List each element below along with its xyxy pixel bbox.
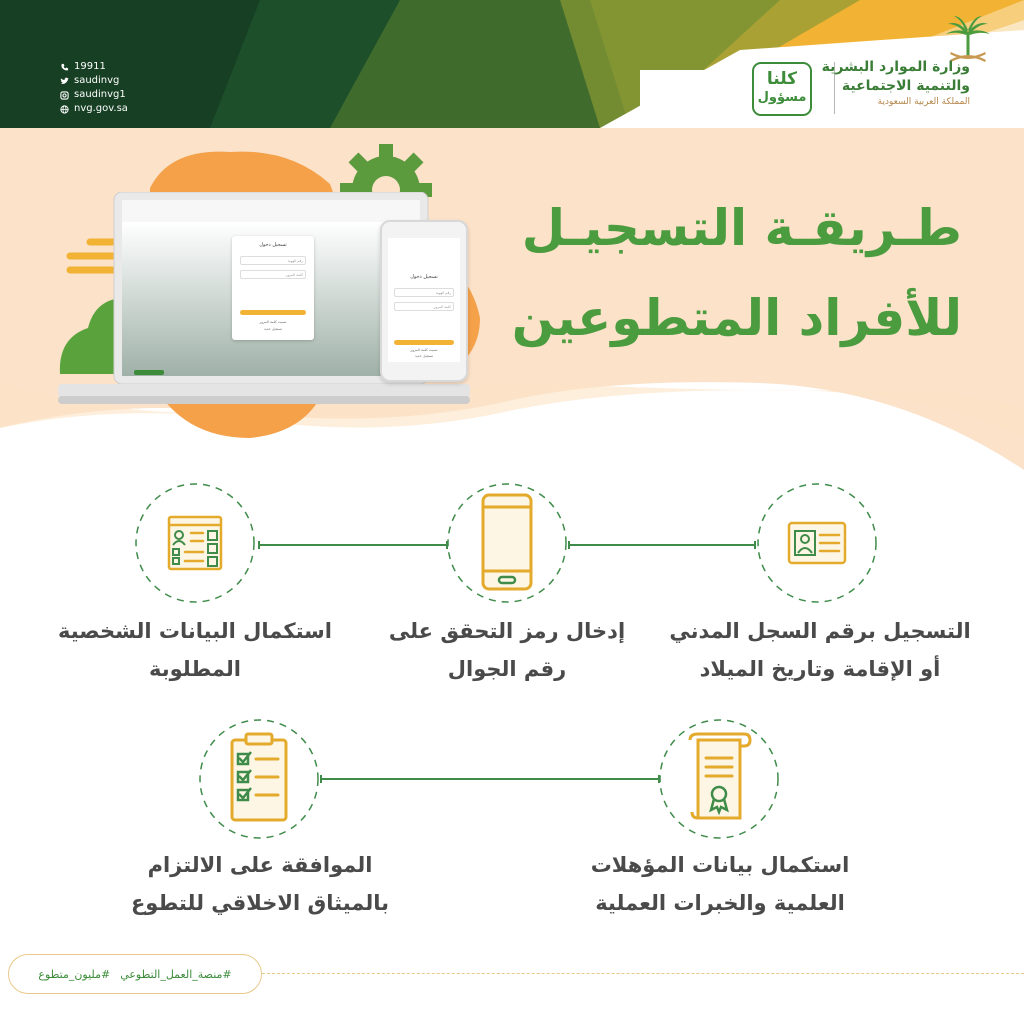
ministry-line1: وزارة الموارد البشرية xyxy=(821,59,970,75)
laptop-id-field[interactable]: رقم الهوية xyxy=(240,256,306,265)
contact-row-website[interactable] xyxy=(60,102,128,116)
laptop-forgot-link[interactable]: نسيت كلمة المرور xyxy=(259,320,287,324)
hashtag-platform[interactable]: #منصة_العمل_التطوعي xyxy=(120,967,232,981)
hero-title-line2: للأفراد المتطوعين xyxy=(511,289,962,347)
ministry-name xyxy=(822,58,970,109)
contact-phone-text: 19911 xyxy=(74,61,106,72)
step-5-circle xyxy=(198,718,320,840)
step-4-line1: استكمال بيانات المؤهلات xyxy=(590,853,850,877)
badge-line2: مسؤول xyxy=(757,90,807,105)
phone-login-title: تسجيل دخول xyxy=(410,274,438,280)
contact-instagram-text: saudinvg1 xyxy=(74,89,126,100)
step-5-text xyxy=(100,846,420,922)
connector-line xyxy=(320,778,660,780)
step-3-line2: المطلوبة xyxy=(149,657,241,681)
step-4-text xyxy=(560,846,880,922)
laptop-login-title: تسجيل دخول xyxy=(259,242,287,248)
laptop-register-link[interactable]: تسجيل جديد xyxy=(264,327,282,331)
connector-line xyxy=(258,544,448,546)
laptop-login-button[interactable] xyxy=(240,310,306,315)
ministry-line2: والتنمية الاجتماعية xyxy=(841,78,970,94)
badge-line1: كلنا xyxy=(766,69,798,89)
contact-row-phone[interactable] xyxy=(60,60,128,74)
phone-forgot-link[interactable]: نسيت كلمة المرور xyxy=(410,348,438,352)
step-4-line2: العلمية والخبرات العملية xyxy=(595,891,845,915)
phone-register-link[interactable]: تسجيل جديد xyxy=(415,354,433,358)
twitter-icon xyxy=(60,77,69,86)
step-2-line1: إدخال رمز التحقق على xyxy=(388,619,626,643)
hero-title-line1: طـريقـة التسجيـل xyxy=(521,199,962,257)
laptop-password-field[interactable]: كلمة المرور xyxy=(240,270,306,279)
ministry-country: المملكة العربية السعودية xyxy=(877,97,970,107)
contact-row-twitter[interactable] xyxy=(60,74,128,88)
contact-twitter-text: saudinvg xyxy=(74,75,120,86)
instagram-icon xyxy=(60,91,69,100)
kollona-masool-badge xyxy=(752,62,812,116)
hashtag-million-volunteers[interactable]: #مليون_متطوع xyxy=(38,967,111,981)
header-banner xyxy=(0,0,1024,128)
phone-login-button[interactable] xyxy=(394,340,454,345)
step-3-text xyxy=(30,612,360,688)
step-4-circle xyxy=(658,718,780,840)
step-2-text xyxy=(362,612,652,688)
globe-icon xyxy=(60,105,69,114)
phone-mockup xyxy=(380,220,468,382)
step-5-line1: الموافقة على الالتزام xyxy=(147,853,373,877)
hero-section xyxy=(0,128,1024,470)
hashtags-pill xyxy=(8,954,262,994)
step-2-line2: رقم الجوال xyxy=(447,657,567,681)
step-3-circle xyxy=(134,482,256,604)
phone-id-field[interactable]: رقم الهوية xyxy=(394,288,454,297)
contact-website-text: nvg.gov.sa xyxy=(74,103,128,114)
laptop-login-card xyxy=(232,236,314,340)
step-1-text xyxy=(640,612,1000,688)
phone-screen xyxy=(388,238,460,362)
footer-dashed-line xyxy=(262,973,1024,974)
id-card-icon xyxy=(787,513,847,573)
phone-icon xyxy=(60,63,69,72)
step-1-line1: التسجيل برقم السجل المدني xyxy=(669,619,971,643)
connector-line xyxy=(568,544,756,546)
personal-data-form-icon xyxy=(165,513,225,573)
step-2-circle xyxy=(446,482,568,604)
step-1-circle xyxy=(756,482,878,604)
step-3-line1: استكمال البيانات الشخصية xyxy=(57,619,332,643)
mobile-phone-icon xyxy=(477,493,537,593)
contact-row-instagram[interactable] xyxy=(60,88,128,102)
step-5-line2: بالميثاق الاخلاقي للتطوع xyxy=(130,891,390,915)
certificate-scroll-icon xyxy=(684,732,754,826)
step-1-line2: أو الإقامة وتاريخ الميلاد xyxy=(699,657,941,681)
contact-info xyxy=(60,60,128,116)
phone-password-field[interactable]: كلمة المرور xyxy=(394,302,454,311)
checklist-clipboard-icon xyxy=(224,732,294,826)
